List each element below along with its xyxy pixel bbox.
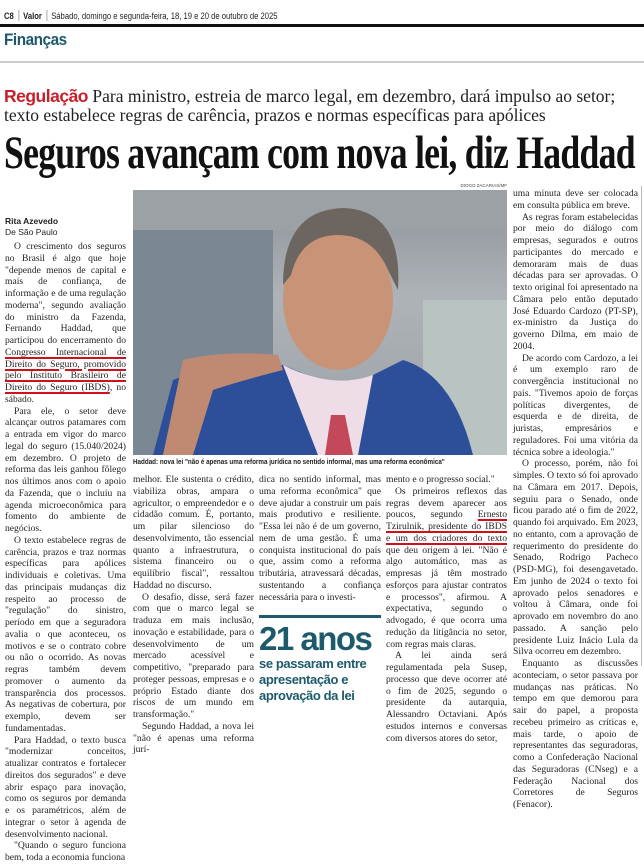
divider	[18, 10, 19, 21]
author-name: Rita Azevedo	[5, 216, 59, 226]
paragraph: melhor. Ele sustenta o crédito, viabiliza obras, ampara o agricultor, o empreendedor e o cidadão comum. É, portanto, um pilar silencioso do desenvolvimento, tão essencial quanto a infraestrutura, o sistema financeiro ou o equilíbrio fiscal", ressaltou Haddad no discurso.	[133, 474, 254, 591]
pull-quote-rule	[259, 615, 381, 618]
article-photo	[133, 190, 507, 455]
pull-quote-number: 21 anos	[259, 620, 372, 658]
page-number: C8	[4, 10, 14, 21]
paragraph: "Quando o seguro funciona bem, toda a economia funciona	[5, 840, 126, 863]
kicker-text: Para ministro, estreia de marco legal, em dezembro, dará impulso ao setor; texto estabelece regras de carência, prazos e normas específicas para apólices	[4, 86, 616, 125]
pull-quote-text: se passaram entre apresentação e aprovação da lei	[259, 656, 367, 704]
paragraph: O desafio, disse, será fazer com que o marco legal se traduza em mais inclusão, inovação e estabilidade, para o desenvolvimento de um mercado acessível e competitivo, "preparado para proteger pessoas, empresas e o próprio Estado diante dos riscos de um mundo em transformação."	[133, 591, 254, 720]
section-rule	[0, 61, 644, 63]
paragraph: uma minuta deve ser colocada em consulta pública em breve.	[513, 188, 638, 211]
page-header	[4, 10, 277, 21]
paragraph: Enquanto as discussões aconteciam, o setor passava por mudanças nas práticas. No tempo em que demorou para sair do papel, a proposta recebeu primeiro as críticas e, mais tarde, o apoio de representantes das seguradoras, como a Confederação Nacional das Seguradoras (CNseg) e a Federação Nacional dos Corretores de Seguros (Fenacor).	[513, 658, 638, 810]
paragraph: Segundo Haddad, a nova lei "não é apenas uma reforma jurí-	[133, 720, 254, 756]
haddad-portrait-image	[133, 190, 507, 455]
header-rule	[0, 24, 644, 27]
article-column-2	[133, 474, 254, 756]
subheadline	[4, 87, 644, 125]
author-location: De São Paulo	[5, 226, 58, 237]
section-title: Finanças	[4, 30, 67, 49]
photo-credit: DIOGO ZACARIAS/MF	[460, 183, 507, 188]
article-column-4	[386, 474, 507, 744]
byline	[5, 216, 58, 237]
edition-date: Sábado, domingo e segunda-feira, 18, 19 e 20 de outubro de 2025	[51, 10, 278, 21]
highlighted-text: Congresso Internacional de Direito do Seguro, promovido pelo Instituto Brasileiro de Direito do Seguro (IBDS)	[5, 346, 126, 393]
kicker-tag: Regulação	[4, 86, 88, 106]
article-column-1	[5, 241, 126, 864]
paragraph: A lei ainda será regulamentada pela Susep, processo que deve ocorrer até o fim de 2025, segundo o presidente da autarquia, Alessandro Octaviani. Após estudos internos e conversas com diversos atores do setor,	[386, 650, 507, 744]
paragraph: O texto estabelece regras de carência, prazos e traz normas específicas para apólices individuais e coletivas. Uma das principais mudanças diz respeito ao processo de "regulação" do sinistro, período em que a seguradora avalia o que aconteceu, os motivos e se o contrato cobre ou não o ocorrido. As novas regras também devem promover o aumento da transparência dos processos. As negativas de cobertura, por exemplo, devem ser fundamentadas.	[5, 534, 126, 734]
paragraph: Para Haddad, o texto busca "modernizar conceitos, atualizar contratos e fortalecer direitos dos segurados" e deve abrir espaço para inovação, como os seguros por demanda e os paramétricos, além de integrar o setor à agenda de desenvolvimento nacional.	[5, 734, 126, 840]
paragraph: Os primeiros reflexos das regras devem aparecer aos poucos, segundo Ernesto Tzirulnik, presidente do IBDS e um dos criadores do texto que deu origem à lei. "Não é algo automático, mas as empresas já têm mostrado esforços para ajustar contratos e processos", afirmou. A expectativa, segundo o advogado, é que ocorra uma redução da litigância no setor, com regras mais claras.	[386, 485, 507, 650]
divider	[46, 10, 47, 21]
headline: Seguros avançam com nova lei, diz Haddad	[4, 127, 635, 179]
photo-caption: Haddad: nova lei "não é apenas uma reforma jurídica no sentido informal, mas uma reforma econômica"	[133, 457, 445, 466]
paragraph: dica no sentido informal, mas uma reforma econômica" que deve ajudar a construir um país mais produtivo e resiliente. "Essa lei não é de um governo, nem de uma gestão. É uma conquista institucional do país que, assim como a reforma tributária, atravessará décadas, sustentando a confiança necessária para o investi-	[259, 474, 381, 603]
paragraph: O processo, porém, não foi simples. O texto só foi aprovado na Câmara em 2017. Depois, seguiu para o Senado, onde ficou parado até o fim de 2022, quando foi arquivado. Em 2023, no entanto, com a aprovação de requerimento do presidente do Senado, Rodrigo Pacheco (PSD-MG), foi desengavetado. Em junho de 2024 o texto foi aprovado pelos senadores e voltou à Câmara, onde foi aprovado em novembro do ano passado. A sanção pelo presidente Luiz Inácio Lula da Silva ocorreu em dezembro.	[513, 458, 638, 658]
newspaper-name: Valor	[23, 10, 42, 21]
paragraph: De acordo com Cardozo, a lei é um exemplo raro de convergência institucional no país. "Tivemos apoio de forças políticas divergentes, de esquerda e de direita, de juristas, empresários e reguladores. Foi uma vitória da técnica sobre a ideologia."	[513, 352, 638, 458]
article-column-5	[513, 188, 638, 811]
paragraph: O crescimento dos seguros no Brasil é algo que hoje "depende menos de capital e mais de confiança, de informação e de uma regulação moderna", segundo avaliação do ministro da Fazenda, Fernando Haddad, que participou do encerramento do Congresso Internacional de Direito do Seguro, promovido pelo Instituto Brasileiro de Direito do Seguro (IBDS), no sábado.	[5, 241, 127, 405]
paragraph: mento e o progresso social."	[386, 474, 495, 485]
article-column-3	[259, 474, 381, 704]
highlighted-text: Ernesto Tzirulnik, presidente do IBDS e um dos criadores do texto	[386, 509, 507, 544]
column-divider	[641, 186, 642, 666]
paragraph: As regras foram estabelecidas por meio do diálogo com empresas, segurados e outros participantes do mercado e demoraram mais de duas décadas para ser aprovadas. O texto original foi apresentado na Câmara pelo então deputado José Eduardo Cardozo (PT-SP), ex-ministro da Justiça do governo Dilma, em maio de 2004.	[513, 211, 638, 352]
paragraph: Para ele, o setor deve alcançar outros patamares com a entrada em vigor do marco legal do seguro (15.040/2024) em dezembro. O projeto de reforma das leis ganhou fôlego nos últimos anos com o apoio da Fazenda, que o incluiu na agenda microeconômica para fomento do ambiente de negócios.	[5, 405, 126, 534]
